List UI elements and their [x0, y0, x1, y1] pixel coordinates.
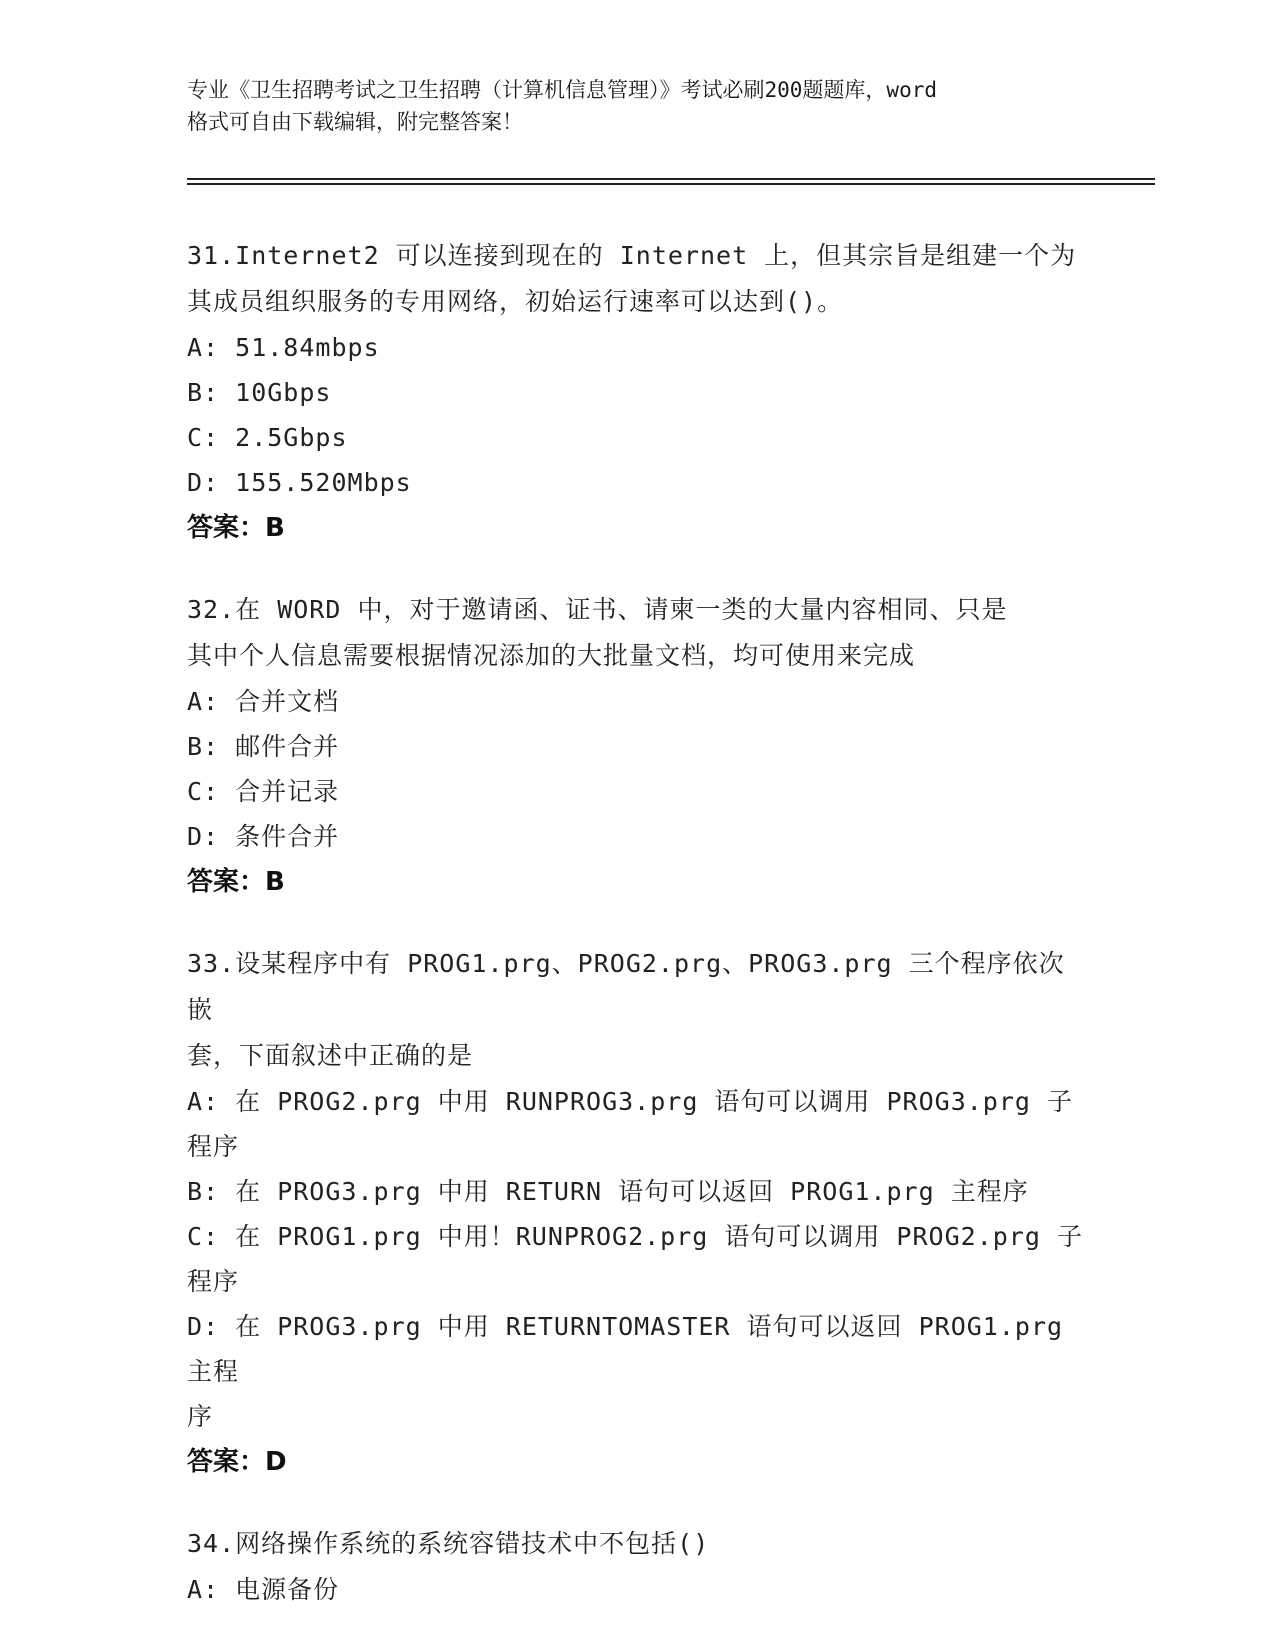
option-d-continuation: 序	[187, 1402, 214, 1431]
option-b: B: 在 PROG3.prg 中用 RETURN 语句可以返回 PROG1.prg 主程序	[187, 1177, 1029, 1206]
option-a: A: 51.84mbps	[187, 333, 380, 362]
header-divider	[187, 183, 1155, 185]
header-divider	[187, 178, 1155, 180]
question-stem-line: 33.设某程序中有 PROG1.prg、PROG2.prg、PROG3.prg 三个程序依次嵌	[187, 949, 1065, 1024]
option-b: B: 邮件合并	[187, 732, 340, 761]
answer-label: 答案：D	[187, 1447, 287, 1477]
answer-label: 答案：B	[187, 513, 285, 543]
option-d: D: 条件合并	[187, 822, 340, 851]
option-b: B: 10Gbps	[187, 378, 332, 407]
question-31	[187, 233, 1087, 551]
question-stem-line: 其成员组织服务的专用网络，初始运行速率可以达到()。	[187, 287, 844, 316]
question-stem-line: 套，下面叙述中正确的是	[187, 1041, 474, 1070]
option-c: C: 合并记录	[187, 777, 340, 806]
question-stem-line: 32.在 WORD 中，对于邀请函、证书、请柬一类的大量内容相同、只是	[187, 595, 1008, 624]
question-32	[187, 587, 1087, 905]
header-line: 格式可自由下载编辑，附完整答案！	[187, 110, 523, 134]
question-34	[187, 1521, 1087, 1612]
question-stem-line: 31.Internet2 可以连接到现在的 Internet 上，但其宗旨是组建一个为	[187, 241, 1077, 270]
document-header	[187, 74, 1087, 138]
question-33	[187, 941, 1087, 1485]
option-a: A: 电源备份	[187, 1575, 340, 1604]
option-c: C: 2.5Gbps	[187, 423, 348, 452]
option-d: D: 155.520Mbps	[187, 468, 412, 497]
header-line: 专业《卫生招聘考试之卫生招聘（计算机信息管理）》考试必刷200题题库，word	[187, 78, 937, 102]
question-stem-line: 34.网络操作系统的系统容错技术中不包括()	[187, 1529, 710, 1558]
answer-label: 答案：B	[187, 867, 285, 897]
question-list	[187, 233, 1087, 1648]
option-d: D: 在 PROG3.prg 中用 RETURNTOMASTER 语句可以返回 PROG1.prg 主程	[187, 1312, 1064, 1386]
option-c: C: 在 PROG1.prg 中用！RUNPROG2.prg 语句可以调用 PROG2.prg 子程序	[187, 1222, 1083, 1296]
option-a: A: 合并文档	[187, 687, 340, 716]
question-stem-line: 其中个人信息需要根据情况添加的大批量文档，均可使用来完成	[187, 641, 916, 670]
option-a: A: 在 PROG2.prg 中用 RUNPROG3.prg 语句可以调用 PROG3.prg 子程序	[187, 1087, 1074, 1161]
